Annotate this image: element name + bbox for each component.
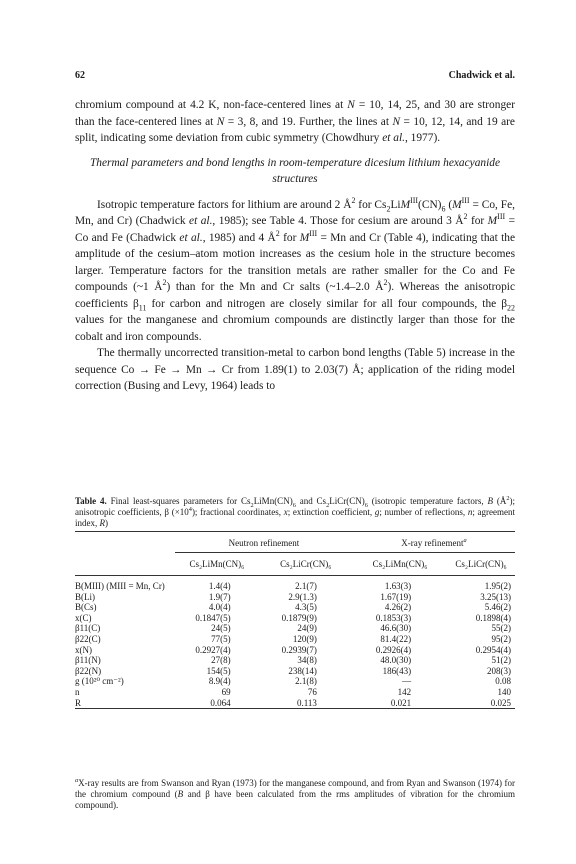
row-label: x(C): [75, 612, 92, 623]
table-cell: 4.3(5): [295, 602, 317, 613]
table-cell: 51(2): [491, 655, 511, 666]
table-cell: 3.25(13): [480, 591, 511, 602]
col-header: Cs₂LiCr(CN)₆: [455, 559, 507, 569]
table-row: [75, 634, 515, 645]
table-cell: 1.95(2): [484, 581, 511, 591]
table-footnote: $^a$X-ray results are from Swanson and Ryan (1973) for the manganese compound, and from Ryan and Swanson (1974) for the chromium compound (B and β have been calculated from the rms amplitudes of vibration for the chromium compound).: [75, 777, 516, 810]
table-cell: 2.1(8): [295, 676, 317, 687]
table-cell: 0.2939(7): [281, 644, 317, 655]
table-cell: 81.4(22): [380, 633, 412, 644]
row-label: β22(N): [75, 665, 102, 676]
row-label: β11(N): [75, 655, 101, 666]
table-cell: 0.021: [390, 697, 412, 708]
table-cell: 8.9(4): [208, 676, 231, 687]
parameters-table: [75, 531, 515, 713]
table-cell: 0.1898(4): [475, 612, 511, 623]
table-cell: 4.26(2): [384, 602, 412, 613]
table-row: [75, 698, 515, 709]
table-cell: 0.2927(4): [195, 644, 231, 655]
group-neutron: Neutron refinement: [228, 538, 300, 548]
section-title: Thermal parameters and bond lengths in room-temperature dicesium lithium hexacyanide structures: [89, 156, 501, 185]
table-row: [75, 592, 515, 603]
table-cell: 154(5): [206, 665, 231, 676]
table-cell: 0.2926(4): [375, 644, 412, 655]
table-cell: 142: [397, 686, 412, 697]
table-column-header: [75, 553, 515, 576]
table-row: [75, 613, 515, 624]
table-cell: 2.1(7): [295, 581, 317, 591]
table-cell: 0.08: [495, 676, 511, 687]
table-cell: 0.1847(5): [195, 612, 231, 623]
table-cell: 1.67(19): [380, 591, 412, 602]
paragraph-3: The thermally uncorrected transition-metal to carbon bond lengths (Table 5) increase in the sequence Co → Fe → Mn → Cr from 1.89(1) to 2.03(7) Å; application of the riding model correction (Busing and Levy, 1964) leads to: [75, 347, 515, 392]
table-cell: 24(9): [297, 623, 317, 634]
table-cell: 95(2): [491, 633, 511, 644]
body-text: [75, 97, 515, 395]
table-cell: 0.064: [210, 697, 231, 708]
table-cell: 2.9(1.3): [288, 591, 317, 602]
table-row: [75, 602, 515, 613]
running-authors: Chadwick et al.: [448, 70, 515, 81]
table-cell: 46.6(30): [380, 623, 412, 634]
table-cell: 48.0(30): [380, 655, 412, 666]
table-cell: —: [402, 676, 412, 687]
table-cell: 4.0(4): [208, 602, 231, 613]
row-label: g (10²⁰ cm⁻²): [75, 676, 124, 687]
table-cell: 0.113: [296, 697, 317, 708]
col-header: Cs₂LiCr(CN)₆: [280, 559, 332, 569]
table-body: [75, 581, 515, 709]
col-header: Cs₂LiMn(CN)₆: [189, 559, 245, 569]
row-label: R: [75, 697, 82, 708]
page-number: 62: [75, 70, 85, 81]
row-label: β11(C): [75, 623, 101, 634]
table-row: [75, 655, 515, 666]
table-row: [75, 676, 515, 687]
table-cell: 5.46(2): [484, 602, 511, 613]
table-cell: 238(14): [288, 665, 317, 676]
group-xray: X-ray refinement$^a$: [401, 537, 467, 548]
row-label: n: [75, 686, 80, 697]
table-cell: 1.63(3): [384, 581, 412, 591]
table-cell: 1.4(4): [208, 581, 231, 591]
row-label: B(Cs): [75, 602, 97, 613]
table-row: [75, 581, 515, 592]
table-cell: 0.1853(3): [375, 612, 412, 623]
paragraph-2: Isotropic temperature factors for lithium are around 2 $Å^2$ for $Cs_2LiM^{III}(CN)_6$ ($M^{III} = Co$, Fe, Mn, and Cr) (Chadwick et al., 1985); see Table 4. Those for cesium are around 3 $Å^2$ for $M^{III} = Co$ and Fe (Chadwick et al., 1985) and 4 $Å^2$ for $M^{III} = Mn$ and Cr (Table 4), indicating that the amplitude of the cesium–atom motion increases as the cesium hole in the structure becomes larger. Temperature factors for the transition metals are rather smaller for the Co and Fe compounds (~1 $Å^2$) than for the Mn and Cr salts (~1.4–2.0 $Å^2$). Whereas the anisotropic coefficients $\beta_{11}$ for carbon and nitrogen are closely similar for all four compounds, the $\beta_{22}$ values for the manganese and chromium compounds are distinctly larger than those for the cobalt and iron compounds.: [75, 195, 516, 343]
table-row: [75, 687, 515, 698]
table-row: [75, 623, 515, 634]
row-label: B(MIII) (MIII = Mn, Cr): [75, 581, 165, 591]
row-label: β22(C): [75, 633, 101, 644]
table-row: [75, 666, 515, 677]
table-cell: 34(8): [297, 655, 317, 666]
table-row: [75, 645, 515, 656]
col-header: Cs₂LiMn(CN)₆: [372, 559, 428, 569]
row-label: B(Li): [75, 591, 95, 602]
table-caption: Table 4. Final least-squares parameters for $Cs_2LiMn(CN)_6$ and $Cs_2LiCr(CN)_6$ (isotropic temperature factors, B $(Å^2)$; anisotropic coefficients, β $(\times 10^4)$; fractional coordinates, x; extinction coefficient, g; number of reflections, n; agreement index, R): [75, 495, 516, 528]
table-cell: 69: [221, 686, 231, 697]
table-cell: 1.9(7): [208, 591, 231, 602]
table-cell: 0.2954(4): [475, 644, 511, 655]
table-cell: 208(3): [487, 665, 511, 676]
table-cell: 120(9): [292, 633, 317, 644]
table-cell: 24(5): [211, 623, 231, 634]
table-cell: 0.1879(9): [281, 612, 317, 623]
table-cell: 76: [307, 686, 317, 697]
row-label: x(N): [75, 644, 92, 655]
table-cell: 140: [497, 686, 511, 697]
table-cell: 186(43): [382, 665, 412, 676]
paragraph-1: chromium compound at 4.2 K, non-face-centered lines at N = 10, 14, 25, and 30 are stronger than the face-centered lines at N = 3, 8, and 19. Further, the lines at N = 10, 12, 14, and 19 are split, indicating some deviation from cubic symmetry (Chowdhury et al., 1977).: [75, 99, 515, 144]
table-cell: 77(5): [211, 633, 231, 644]
table-cell: 55(2): [491, 623, 511, 634]
table-cell: 27(8): [211, 655, 231, 666]
table-cell: 0.025: [490, 697, 511, 708]
